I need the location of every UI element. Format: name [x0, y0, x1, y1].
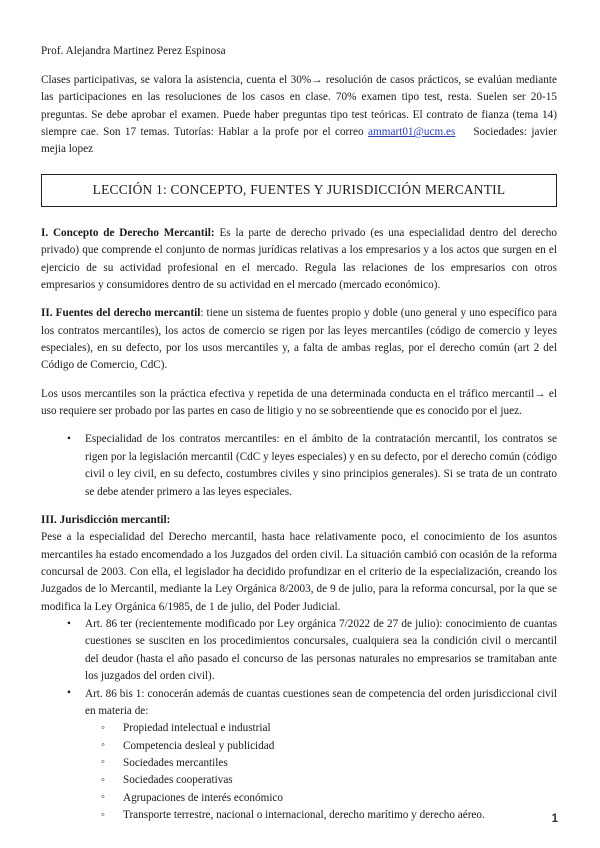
- section-2-body: : tiene un sistema de fuentes propio y doble (uno general y uno específico para los contratos mercantiles), los actos de comercio se rigen por las leyes mercantiles (código de comercio y leyes especiales), en su defecto, por los usos mercantiles y, a falta de ambas reglas, por el derecho común (art 2 del Código de Comercio, CdC).: [41, 307, 558, 372]
- lesson-title-box: [41, 174, 557, 207]
- email-link[interactable]: ammart01@ucm.es: [368, 126, 456, 139]
- list-item: ◦ Propiedad intelectual e industrial: [41, 720, 557, 737]
- section-3-wrapper: [41, 512, 557, 824]
- list-item: ◦ Transporte terrestre, nacional o internacional, derecho marítimo y derecho aéreo.: [41, 807, 557, 824]
- page-number: 1: [551, 813, 558, 825]
- section-3-bullet-list: [41, 616, 557, 720]
- list-item: ◦ Competencia desleal y publicidad: [41, 738, 557, 755]
- intro-text-part1: Clases participativas, se valora la asistencia, cuenta el 30%→ resolución de casos prácticos, se evalúan mediante las participaciones en las resoluciones de los casos en clase. 70% examen tipo test, resta. Suelen ser 20-15 preguntas. Se debe aprobar el examen. Puede haber preguntas tipo test teóricas. El contrato de fianza (tema 14) siempre cae. Son 17 temas. Tutorías: Hablar a la profe por el correo: [41, 74, 557, 139]
- lesson-title: LECCIÓN 1: CONCEPTO, FUENTES Y JURISDICCIÓN MERCANTIL: [92, 181, 506, 197]
- section-1-body: Es la parte de derecho privado (es una especialidad dentro del derecho privado) que comprende el conjunto de normas jurídicas relativas a los empresarios y a los actos que surgen en el ejercicio de su actividad profesional en el mercado. Regula las relaciones de los empresarios con otros empresarios y consumidores dentro de su actividad en el mercado (mercado económico).: [41, 226, 557, 291]
- list-item: ◦ Sociedades mercantiles: [41, 755, 557, 772]
- section-3-heading: III. Jurisdicción mercantil:: [41, 513, 171, 526]
- intro-paragraph: [41, 72, 557, 159]
- section-3-paragraph: Pese a la especialidad del Derecho mercantil, hasta hace relativamente poco, el conocimiento de los asuntos mercantiles ha estado encomendado a los Juzgados del orden civil. La situación cambió con ocasión de la reforma concursal de 2003. Con ella, el legislador ha decidido profundizar en el criterio de la especialización, creando los Juzgados de lo Mercantil, mediante la Ley Orgánica 8/2003, de 9 de julio, para la reforma concursal, por la que se modifica la Ley Orgánica 6/1985, de 1 de julio, del Poder Judicial.: [41, 531, 557, 613]
- spacer-block: [41, 501, 557, 512]
- section-1-paragraph: [41, 225, 557, 294]
- list-item: • Art. 86 bis 1: conocerán además de cuantas cuestiones sean de competencia del orden jurisdiccional civil en materia de:: [41, 686, 557, 721]
- section-2-paragraph: [41, 305, 557, 374]
- section-3-sub-bullet-list: [41, 720, 557, 824]
- professor-line: Prof. Alejandra Martinez Perez Espinosa: [41, 45, 226, 57]
- list-item: • Art. 86 ter (recientemente modificado por Ley orgánica 7/2022 de 27 de julio): conocimiento de cuantas cuestiones se susciten en los procedimientos concursales, cualquiera sea la condición civil o mercantil del deudor (hasta el año pasado el concurso de las personas naturales no empresarios se tramitaban ante los juzgados del orden civil).: [41, 616, 557, 685]
- intro-text-part2: Sociedades: javier mejia lopez: [41, 126, 557, 156]
- list-item: ◦ Agrupaciones de interés económico: [41, 790, 557, 807]
- section-2-paragraph-2: Los usos mercantiles son la práctica efectiva y repetida de una determinada conducta en el tráfico mercantil→ el uso requiere ser probado por las partes en caso de litigio y no se sobreentiende que es conocido por el juez.: [41, 387, 557, 418]
- list-item: ◦ Sociedades cooperativas: [41, 772, 557, 789]
- section-2-bullet-list: [41, 431, 557, 500]
- list-item: • Especialidad de los contratos mercantiles: en el ámbito de la contratación mercantil, los contratos se rigen por la legislación mercantil (CdC y leyes especiales) y en su defecto, por el derecho común (código civil o ley civil, en su defecto, costumbres civiles y sino principios generales). Si se trata de un contrato se debe atender primero a las leyes especiales.: [41, 431, 557, 500]
- section-1-heading: I. Concepto de Derecho Mercantil:: [41, 226, 215, 239]
- section-2-heading: II. Fuentes del derecho mercantil: [41, 307, 201, 320]
